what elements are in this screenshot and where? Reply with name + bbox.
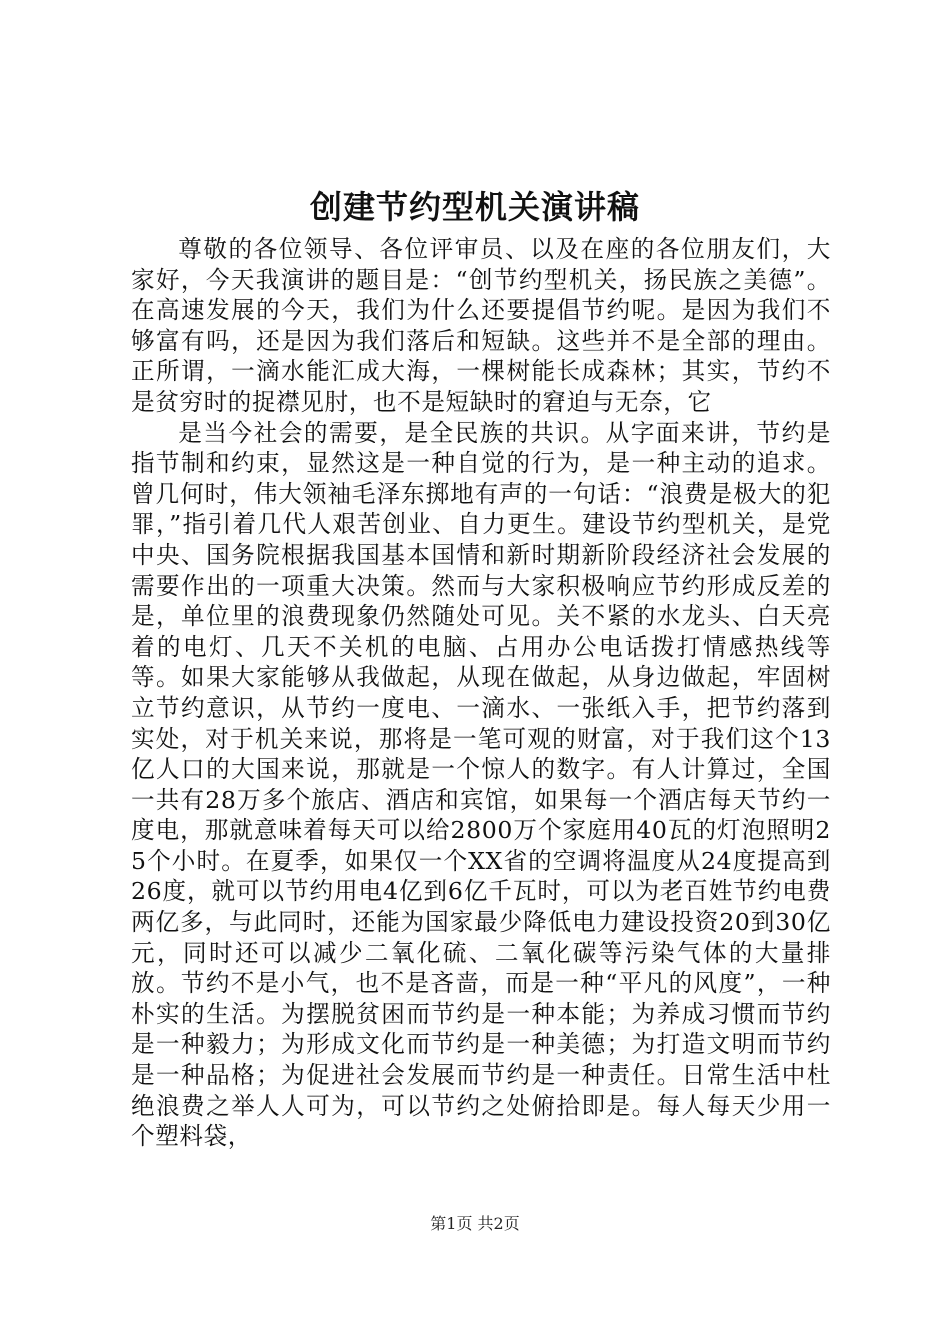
document-title: 创建节约型机关演讲稿 xyxy=(309,188,640,226)
paragraph-2: 是当今社会的需要，是全民族的共识。从字面来讲，节约是指节制和约束，显然这是一种自觉的行为，是一种主动的追求。曾几何时，伟大领袖毛泽东掷地有声的一句话：“浪费是极大的犯罪，”指引着几代人艰苦创业、自力更生。建设节约型机关，是党中央、国务院根据我国基本国情和新时期新阶段经济社会发展的需要作出的一项重大决策。然而与大家积极响应节约形成反差的是，单位里的浪费现象仍然随处可见。关不紧的水龙头、白天亮着的电灯、几天不关机的电脑、占用办公电话拨打情感热线等等。如果大家能够从我做起，从现在做起，从身边做起，牢固树立节约意识，从节约一度电、一滴水、一张纸入手，把节约落到实处，对于机关来说，那将是一笔可观的财富，对于我们这个13亿人口的大国来说，那就是一个惊人的数字。有人计算过，全国一共有28万多个旅店、酒店和宾馆，如果每一个酒店每天节约一度电，那就意味着每天可以给2800万个家庭用40瓦的灯泡照明25个小时。在夏季，如果仅一个XX省的空调将温度从24度提高到26度，就可以节约用电4亿到6亿千瓦时，可以为老百姓节约电费两亿多，与此同时，还能为国家最少降低电力建设投资20到30亿元，同时还可以减少二氧化硫、二氧化碳等污染气体的大量排放。节约不是小气，也不是吝啬，而是一种“平凡的风度”，一种朴实的生活。为摆脱贫困而节约是一种本能；为养成习惯而节约是一种毅力；为形成文化而节约是一种美德；为打造文明而节约是一种品格；为促进社会发展而节约是一种责任。日常生活中杜绝浪费之举人人可为，可以节约之处俯拾即是。每人每天少用一个塑料袋， xyxy=(131,418,831,1151)
document-body xyxy=(131,234,831,1152)
page-footer: 第1页 共2页 xyxy=(430,1214,520,1233)
paragraph-1: 尊敬的各位领导、各位评审员、以及在座的各位朋友们，大家好，今天我演讲的题目是：“创节约型机关，扬民族之美德”。在高速发展的今天，我们为什么还要提倡节约呢。是因为我们不够富有吗，还是因为我们落后和短缺。这些并不是全部的理由。正所谓，一滴水能汇成大海，一棵树能长成森林；其实，节约不是贫穷时的捉襟见肘，也不是短缺时的窘迫与无奈，它 xyxy=(131,235,831,416)
